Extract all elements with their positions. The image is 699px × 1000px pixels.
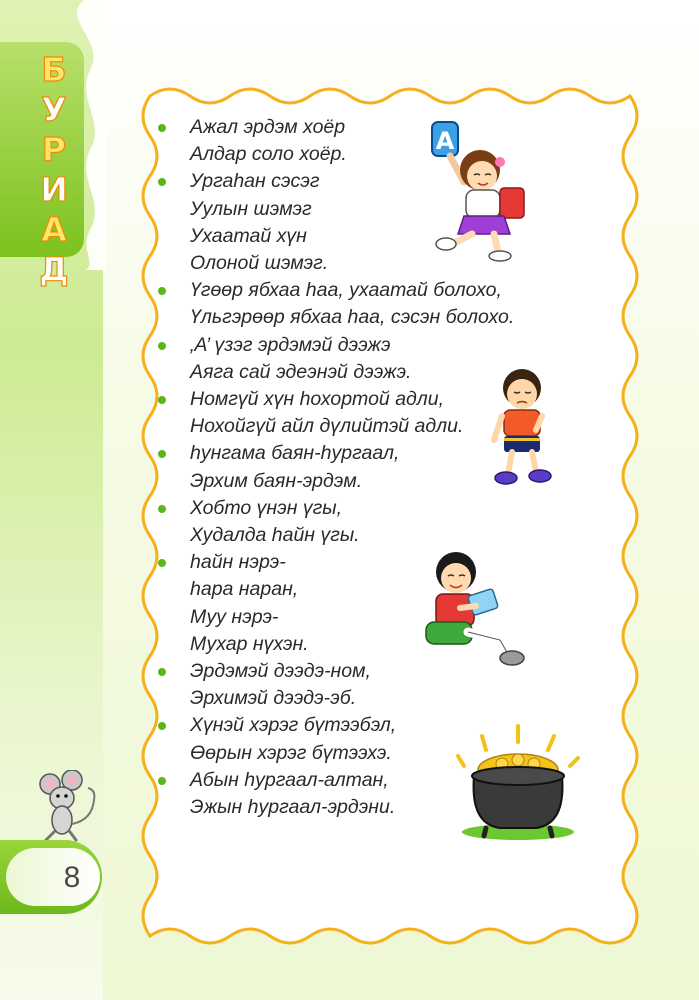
title-letter: У bbox=[41, 90, 67, 129]
mouse-icon bbox=[34, 770, 100, 846]
bullet-icon bbox=[158, 124, 166, 132]
bullet-icon bbox=[158, 668, 166, 676]
proverb-line: Ухаатай хүн bbox=[190, 224, 307, 247]
proverb-line: Үльгэрөөр ябхаа hаа, сэсэн болохо. bbox=[190, 306, 515, 329]
proverb-line: Мухар нүхэн. bbox=[190, 632, 309, 655]
proverb-line: Аяга сай эдеэнэй дээжэ. bbox=[190, 360, 412, 383]
proverb-line: Худалда hайн үгы. bbox=[190, 524, 360, 547]
pot-of-gold-icon bbox=[456, 720, 580, 840]
bullet-icon bbox=[158, 287, 166, 295]
bullet-icon bbox=[158, 559, 166, 567]
proverb-line: Нохойгүй айл дүлийтэй адли. bbox=[190, 415, 464, 438]
proverb-line: ‚А’ үзэг эрдэмэй дээжэ bbox=[190, 333, 391, 356]
proverb-line: Абын hургаал-алтан, bbox=[190, 768, 389, 791]
proverb-line: Олоной шэмэг. bbox=[190, 252, 329, 275]
page-number: 8 bbox=[63, 861, 81, 894]
proverb-line: Муу нэрэ- bbox=[190, 605, 279, 628]
boy-reading-icon bbox=[420, 548, 526, 668]
title-letter: Р bbox=[41, 130, 67, 169]
proverb-item bbox=[152, 495, 572, 549]
bullet-icon bbox=[158, 450, 166, 458]
title-letter: А bbox=[41, 210, 67, 249]
proverb-line: Уулын шэмэг bbox=[190, 197, 312, 220]
proverb-line: Хобто үнэн үгы, bbox=[190, 496, 343, 519]
proverb-item bbox=[152, 277, 572, 331]
bullet-icon bbox=[158, 396, 166, 404]
proverb-line: Ажал эрдэм хоёр bbox=[190, 116, 346, 138]
proverb-line: Өөрын хэрэг бүтээхэ. bbox=[190, 741, 392, 764]
title-letter: Д bbox=[39, 250, 69, 289]
sad-boy-icon bbox=[490, 366, 554, 490]
proverb-line: hунгама баян-hургаал, bbox=[190, 442, 400, 465]
title-letter: Б bbox=[41, 50, 67, 89]
proverb-line: Эрдэмэй дээдэ-ном, bbox=[190, 660, 371, 683]
bullet-icon bbox=[158, 505, 166, 513]
vertical-title bbox=[36, 50, 72, 290]
title-letter: И bbox=[40, 170, 68, 209]
proverb-line: Хүнэй хэрэг бүтээбэл, bbox=[190, 714, 397, 737]
proverb-line: hара наран, bbox=[190, 578, 299, 601]
bullet-icon bbox=[158, 777, 166, 785]
proverb-line: Эрхим баян-эрдэм. bbox=[190, 469, 363, 492]
proverb-line: Ургаhан сэсэг bbox=[190, 170, 320, 193]
bullet-icon bbox=[158, 722, 166, 730]
proverb-line: Номгүй хүн hохортой адли, bbox=[190, 388, 445, 411]
proverb-line: Эрхимэй дээдэ-эб. bbox=[190, 687, 357, 710]
girl-with-letter-a-icon bbox=[430, 120, 534, 262]
proverb-line: Эжын hургаал-эрдэни. bbox=[190, 796, 396, 819]
svg-text:A: A bbox=[435, 127, 455, 155]
proverb-line: hайн нэрэ- bbox=[190, 551, 286, 574]
bullet-icon bbox=[158, 178, 166, 186]
proverb-line: Алдар соло хоёр. bbox=[190, 143, 347, 166]
bullet-icon bbox=[158, 342, 166, 350]
proverb-line: Үгөөр ябхаа hаа, ухаатай болохо, bbox=[190, 279, 502, 302]
